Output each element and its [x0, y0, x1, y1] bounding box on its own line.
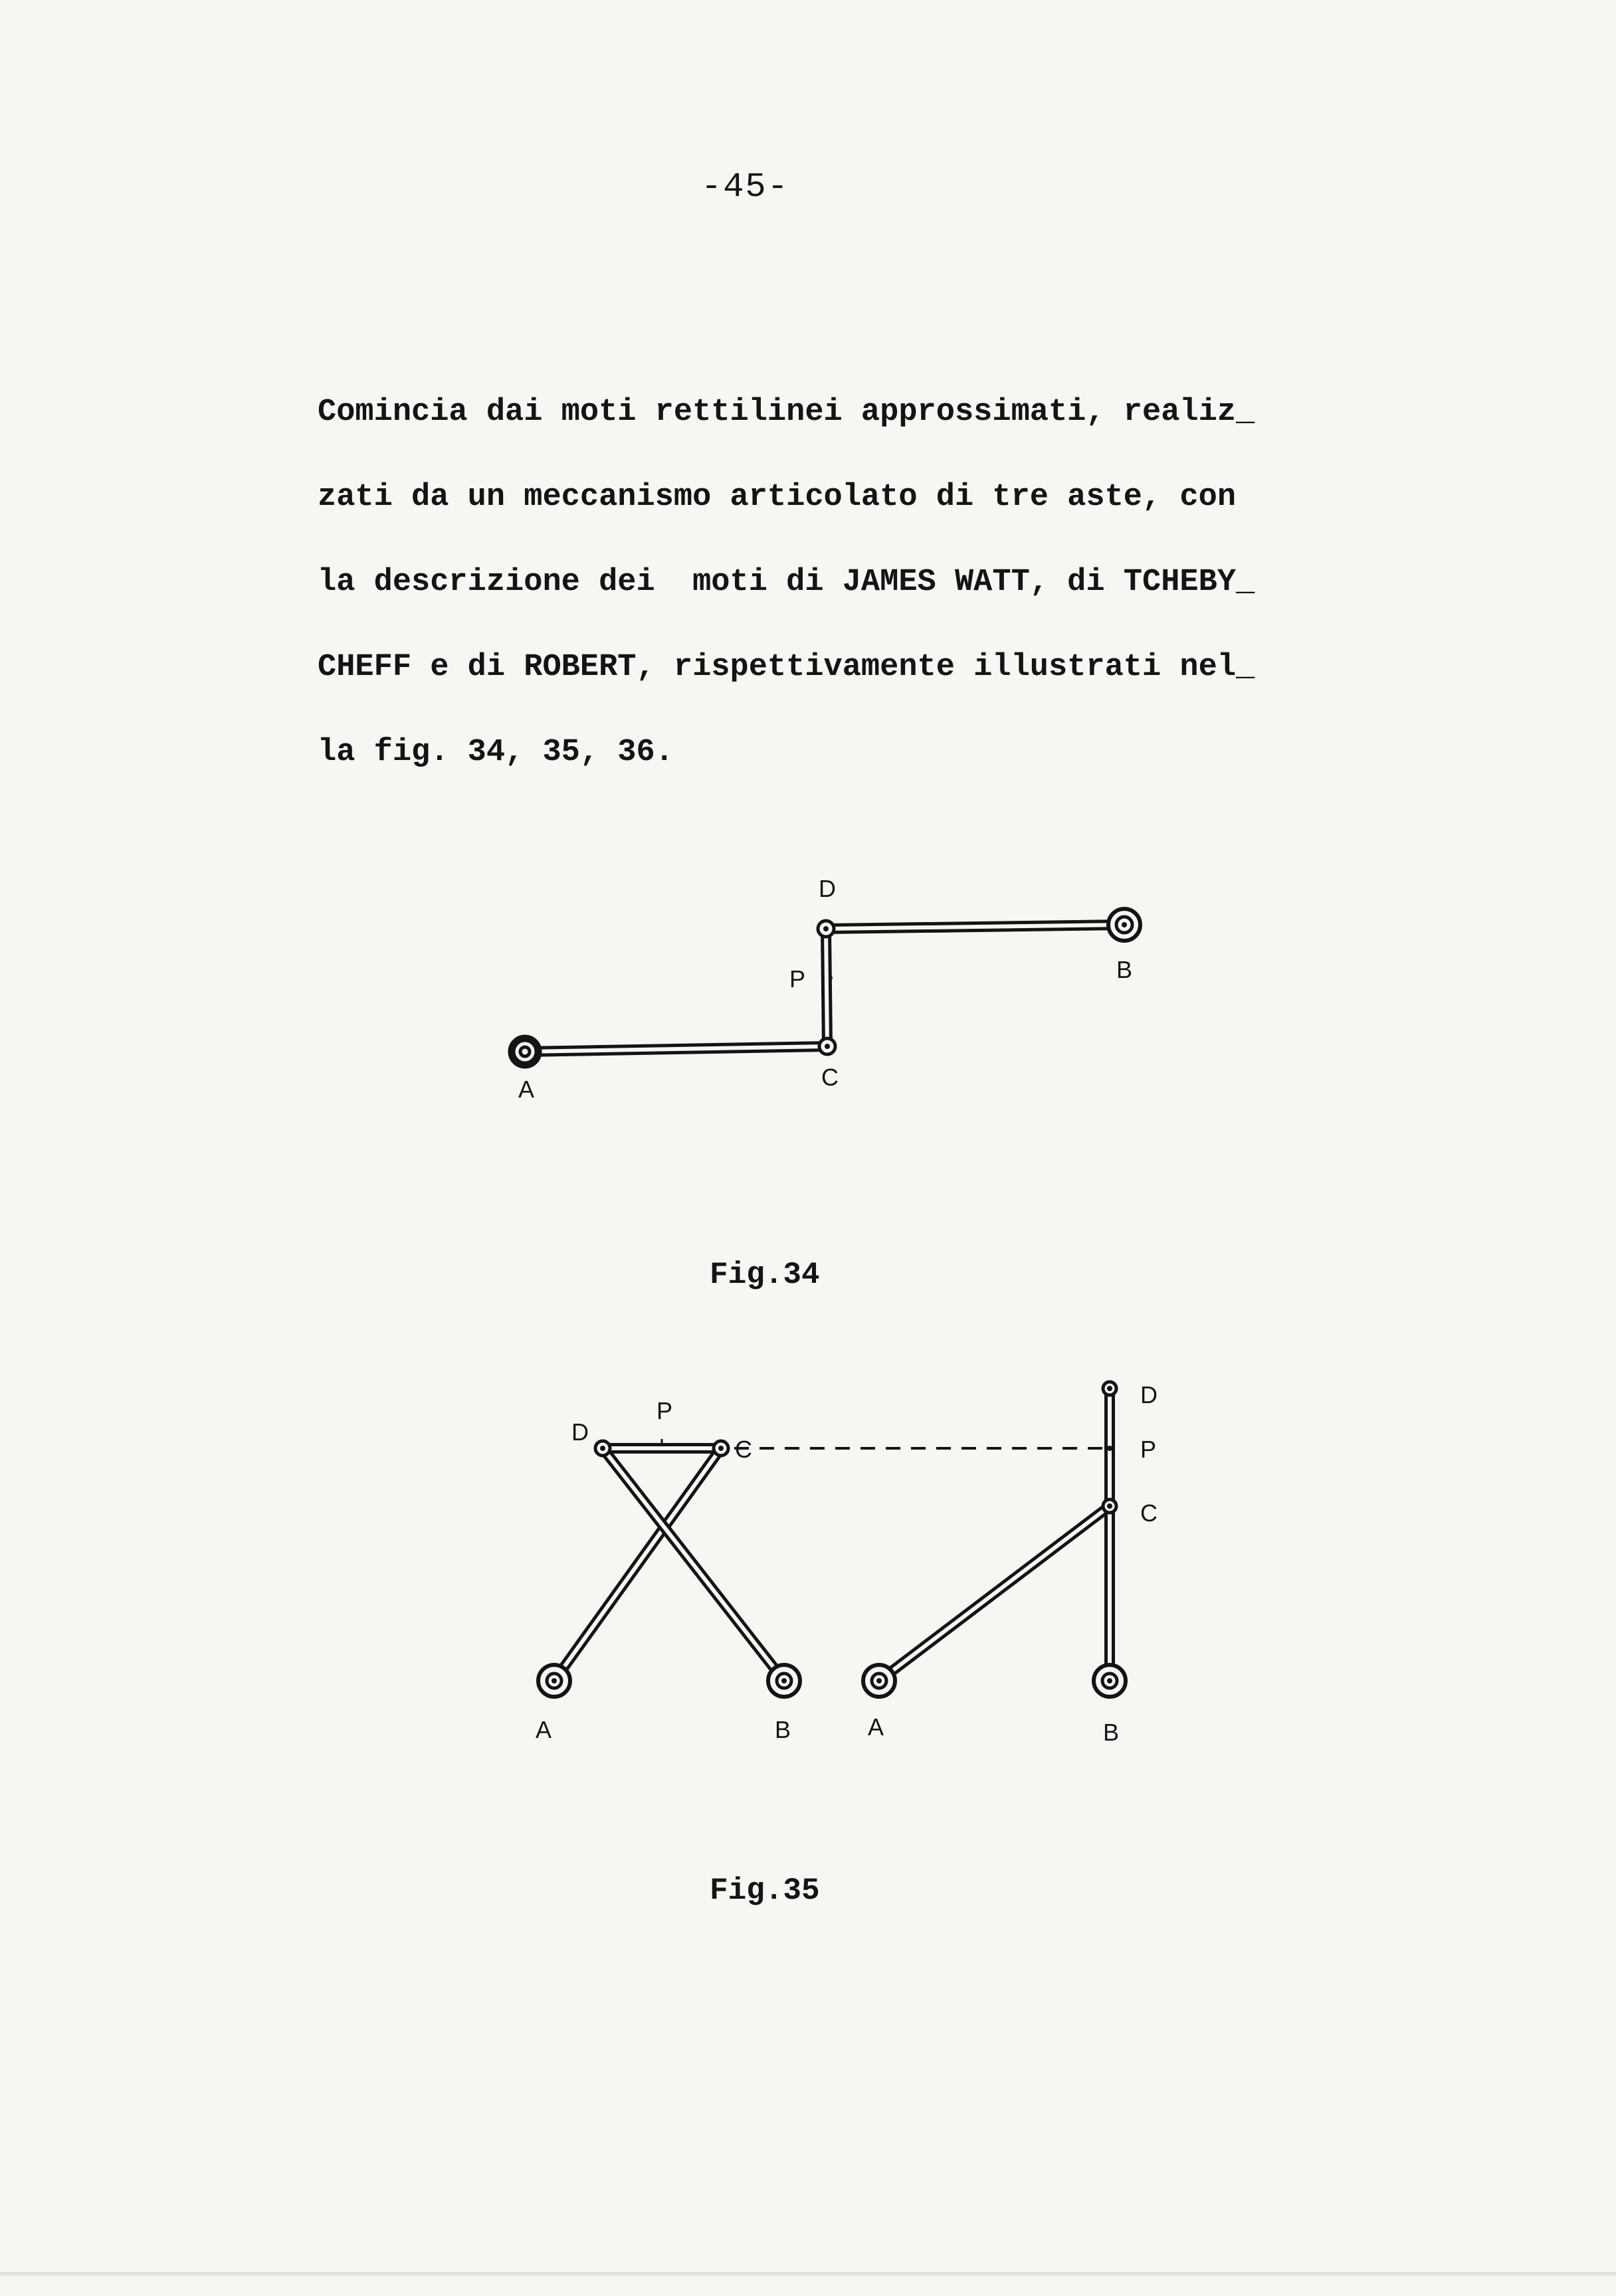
point-p-marker [829, 976, 833, 980]
label-left-p: P [656, 1397, 673, 1424]
figure-34-caption: Fig.34 [710, 1258, 820, 1292]
label-right-a: A [868, 1713, 884, 1741]
label-left-c: C [735, 1436, 752, 1463]
label-left-d: D [571, 1418, 589, 1446]
joint-d [818, 921, 834, 937]
label-right-d: D [1140, 1381, 1158, 1408]
pivot-left-b [768, 1665, 800, 1697]
fig34-drawing [492, 864, 1156, 1116]
label-c: C [821, 1064, 839, 1091]
pivot-left-a [538, 1665, 570, 1697]
joint-right-c [1103, 1499, 1116, 1513]
figure-35-caption: Fig.35 [710, 1873, 820, 1908]
label-b: B [1116, 956, 1133, 983]
label-left-b: B [775, 1716, 791, 1743]
body-text [318, 382, 1447, 807]
joint-c [819, 1038, 835, 1054]
label-a: A [518, 1076, 535, 1103]
body-line: CHEFF e di ROBERT, rispettivamente illustrati nel_ [318, 650, 1255, 685]
joint-right-d [1103, 1382, 1116, 1395]
label-right-c: C [1140, 1499, 1158, 1527]
point-right-p-marker [1107, 1446, 1112, 1451]
label-left-a: A [536, 1716, 552, 1743]
pivot-right-b [1094, 1665, 1126, 1697]
pivot-right-a [863, 1665, 895, 1697]
page-bottom-edge [0, 2272, 1616, 2277]
pivot-b [1108, 909, 1140, 941]
fig35-drawing [505, 1355, 1183, 1754]
label-right-p: P [1140, 1436, 1157, 1463]
page-number: -45- [701, 167, 789, 207]
body-line: la descrizione dei moti di JAMES WATT, di TCHEBY_ [318, 565, 1255, 600]
label-d: D [819, 875, 836, 902]
figure-35-tchebycheff-linkage [505, 1355, 1183, 1754]
body-line: zati da un meccanismo articolato di tre aste, con [318, 480, 1237, 515]
body-line: Comincia dai moti rettilinei approssimati, realiz_ [318, 395, 1255, 430]
figure-34-watt-linkage [492, 864, 1156, 1116]
joint-left-d [595, 1441, 610, 1456]
label-right-b: B [1103, 1719, 1120, 1746]
label-p: P [789, 965, 806, 993]
pivot-a [512, 1038, 538, 1065]
body-line: la fig. 34, 35, 36. [318, 735, 674, 770]
joint-left-c [714, 1441, 728, 1456]
